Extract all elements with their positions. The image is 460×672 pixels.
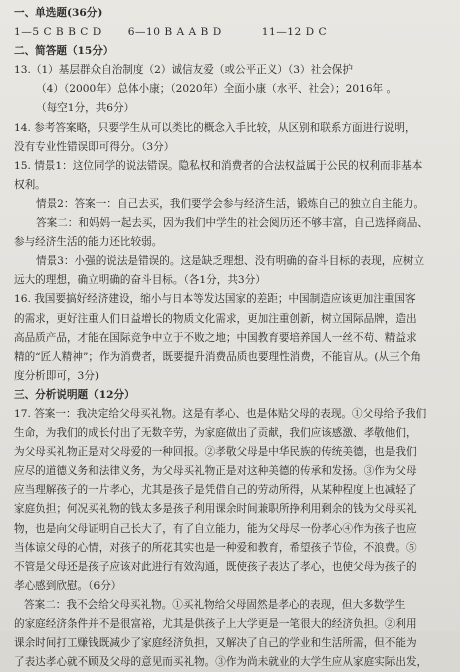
text-line: 课余时间打工赚钱既减少了家庭经济负担，又解决了自己的学业和生活所需，但不能为 — [14, 637, 417, 650]
text-line: 权利。 — [14, 178, 46, 191]
text-line: 17. 答案一：我决定给父母买礼物。这是有孝心、也是体贴父母的表现。①父母给予我们 — [14, 407, 427, 420]
text-line: 为父母买礼物正是对父母爱的一种回报。②孝敬父母是中华民族的传统美德，也是我们 — [14, 446, 417, 459]
text-line: 答案二：和妈妈一起去买，因为我们中学生的社会阅历还不够丰富，自己选择商品、 — [36, 217, 428, 230]
text-line: 远大的理想，确立明确的奋斗目标。（各1分，共3分） — [14, 274, 266, 287]
text-line: 没有专业性错误即可得分。（3分） — [14, 140, 175, 153]
section-heading: 三、分析说明题（12分） — [14, 388, 135, 401]
text-line: 情景3：小强的说法是错误的。这是缺乏理想、没有明确的奋斗目标的表现，应树立 — [36, 255, 425, 268]
text-line: （每空1分，共6分） — [36, 102, 135, 115]
section-heading: 二、简答题（15分） — [14, 45, 114, 58]
text-line: 的需求，更好注重人们日益增长的物质文化需求，更加注重创新，树立国际品牌，造出 — [14, 312, 417, 325]
text-line: （4）（2000年）总体小康；（2020年）全面小康（水平、社会）；2016年 。 — [36, 83, 398, 96]
text-line: 15. 情景1：这位同学的说法错误。隐私权和消费者的合法权益属于公民的权利而非基本 — [14, 159, 423, 172]
text-line: 精的“匠人精神”；作为消费者，既要提升消费品质也要理性消费，不能盲从。(从三个角 — [14, 350, 421, 363]
text-line: 家庭负担；何况买礼物的钱太多是孩子利用课余时间兼职所挣利用剩余的钱为父母买礼 — [14, 503, 417, 516]
text-line: 应尽的道德义务和法律义务，为父母买礼物正是对这种美德的传承和发扬。③作为父母 — [14, 465, 417, 478]
text-line: 度分析即可，3分) — [14, 369, 100, 382]
text-line: 13.（1）基层群众自治制度（2）诚信友爱（或公平正义）（3）社会保护 — [14, 64, 353, 77]
text-line: 14. 参考答案略，只要学生从可以类比的概念入手比较，从区别和联系方面进行说明， — [14, 121, 416, 134]
text-line: 应当理解孩子的一片孝心，尤其是孩子是凭借自己的劳动所得，从某种程度上也减轻了 — [14, 484, 417, 497]
text-line: 了表达孝心就不顾及父母的意见而买礼物。③作为尚未就业的大学生应从家庭实际出发， — [14, 656, 428, 669]
text-line: 情景2：答案一：自己去买，我们要学会参与经济生活，锻炼自己的独立自主能力。 — [36, 197, 425, 210]
text-line: 高品质产品，才能在国际竞争中立于不败之地；中国教育要培养国人一丝不苟、精益求 — [14, 331, 417, 344]
answer-key-group: 11—12 D C — [261, 26, 328, 39]
answer-key-group: 6—10 B A A B D — [127, 26, 222, 39]
text-line: 的家庭经济条件并不是很富裕，尤其是供孩子上大学更是一笔很大的经济负担。②利用 — [14, 618, 417, 630]
answer-lines — [14, 4, 448, 672]
section-heading: 一、单选题(36分) — [14, 7, 103, 19]
text-line — [14, 23, 448, 42]
text-line: 参与经济生活的能力还比较弱。 — [14, 236, 163, 249]
text-line: 16. 我国要搞好经济建设，缩小与日本等发达国家的差距；中国制造应该更加注重国客 — [14, 293, 416, 306]
text-line: 物，也是向父母证明自己长大了，有了自立能力，能为父母尽一份孝心④作为孩子也应 — [14, 522, 417, 535]
text-line: 不管是父母还是孩子应该对此进行有效沟通，既使孩子表达了孝心，也使父母为孩子的 — [14, 560, 417, 573]
text-line: 答案二：我不会给父母买礼物。①买礼物给父母固然是孝心的表现，但大多数学生 — [24, 598, 406, 611]
text-line: 生命，为我们的成长付出了无数辛劳，为家庭做出了贡献，我们应该感激、孝敬他们， — [14, 427, 417, 440]
text-line: 当体谅父母的心情，对孩子的所花其实也是一种爱和教育，希望孩子节俭，不浪费。⑤ — [14, 541, 417, 554]
text-line: 孝心感到欣慰。（6分） — [14, 579, 122, 592]
answer-key-group: 1—5 C B B C D — [14, 26, 102, 39]
